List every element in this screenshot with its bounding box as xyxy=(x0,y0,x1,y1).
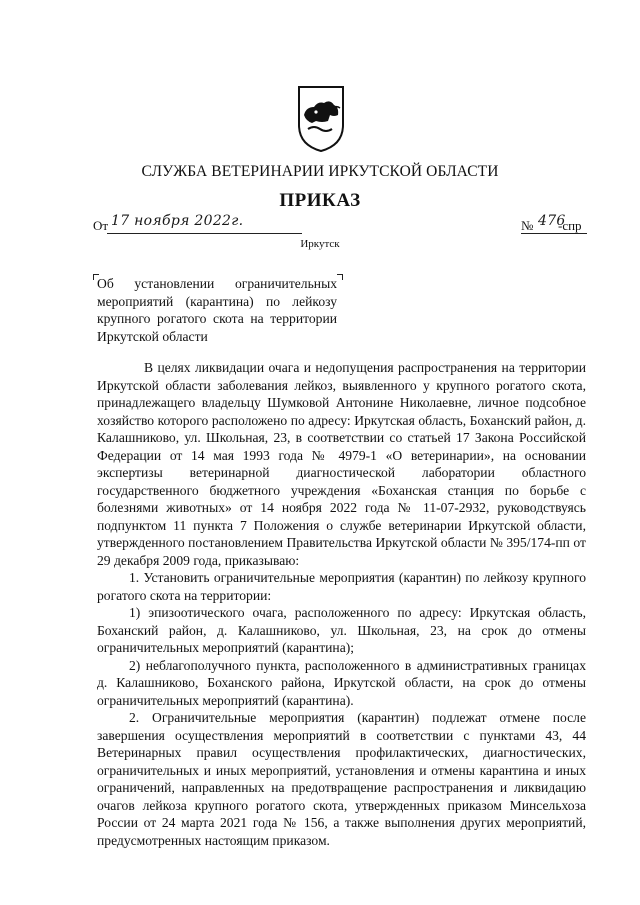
document-type: ПРИКАЗ xyxy=(279,190,361,211)
number-underline xyxy=(521,233,587,234)
item-1-paragraph: 1. Установить ограничительные мероприятия (карантин) по лейкозу крупного рогатого скота на территории: xyxy=(97,570,586,603)
subject-corner-right xyxy=(337,274,343,280)
handwritten-date: 17 ноября 2022г. xyxy=(111,213,244,229)
date-line xyxy=(93,214,303,234)
organization-name: СЛУЖБА ВЕТЕРИНАРИИ ИРКУТСКОЙ ОБЛАСТИ xyxy=(141,163,499,180)
number-suffix: -спр xyxy=(558,218,582,233)
irkutsk-babr-emblem-icon xyxy=(296,85,346,153)
date-prefix: От xyxy=(93,218,109,233)
preamble-paragraph: В целях ликвидации очага и недопущения распространения на территории Иркутской области заболевания лейкоз, выявленного у крупного рогатого скота, принадлежащего владельцу Шумковой Антонине Николаевне, личное подсобное хозяйство которого расположено по адресу: Иркутская область, Боханский район, д. Калашниково, ул. Школьная, 23, в соответствии со статьей 17 Закона Российской Федерации от 14 мая 1993 года № 4979-1 «О ветеринарии», на основании экспертизы ветеринарной диагностической лаборатории областного государственного бюджетного учреждения «Боханская станция по борьбе с болезнями животных» от 14 ноября 2022 года № 11-07-2932, руководствуясь подпунктом 11 пункта 7 Положения о службе ветеринарии Иркутской области, утвержденного постановлением Правительства Иркутской области № 395/174-пп от 29 декабря 2009 года, приказываю: xyxy=(97,360,586,568)
city: Иркутск xyxy=(300,238,340,250)
document-number xyxy=(521,214,591,234)
number-sign: № xyxy=(521,218,534,233)
item-1-1-paragraph: 1) эпизоотического очага, расположенного по адресу: Иркутская область, Боханский район, д. Калашниково, ул. Школьная, 23, на срок до отмены ограничительных мероприятий (карантина); xyxy=(97,605,586,655)
document-body xyxy=(97,359,586,849)
handwritten-number: 476 xyxy=(538,213,566,229)
date-underline xyxy=(107,233,302,234)
document-subject: Об установлении ограничительных мероприятий (карантина) по лейкозу крупного рогатого скота на территории Иркутской области xyxy=(97,276,337,344)
item-1-2-paragraph: 2) неблагополучного пункта, расположенного в административных границах д. Калашниково, Боханского района, Иркутской области, на срок до отмены ограничительных мероприятий (карантина). xyxy=(97,657,586,708)
item-2-paragraph: 2. Ограничительные мероприятия (карантин) подлежат отмене после завершения осуществления мероприятий в соответствии с пунктами 43, 44 Ветеринарных правил осуществления профилактических, диагностических, ограничительных и иных мероприятий, установления и отмены карантина и иных ограничений, направленных на предотвращение распространения и ликвидацию очагов лейкоза крупного рогатого скота, утвержденных приказом Минсельхоза России от 24 марта 2021 года № 156, а также выполнения других мероприятий, предусмотренных настоящим приказом. xyxy=(97,710,586,848)
